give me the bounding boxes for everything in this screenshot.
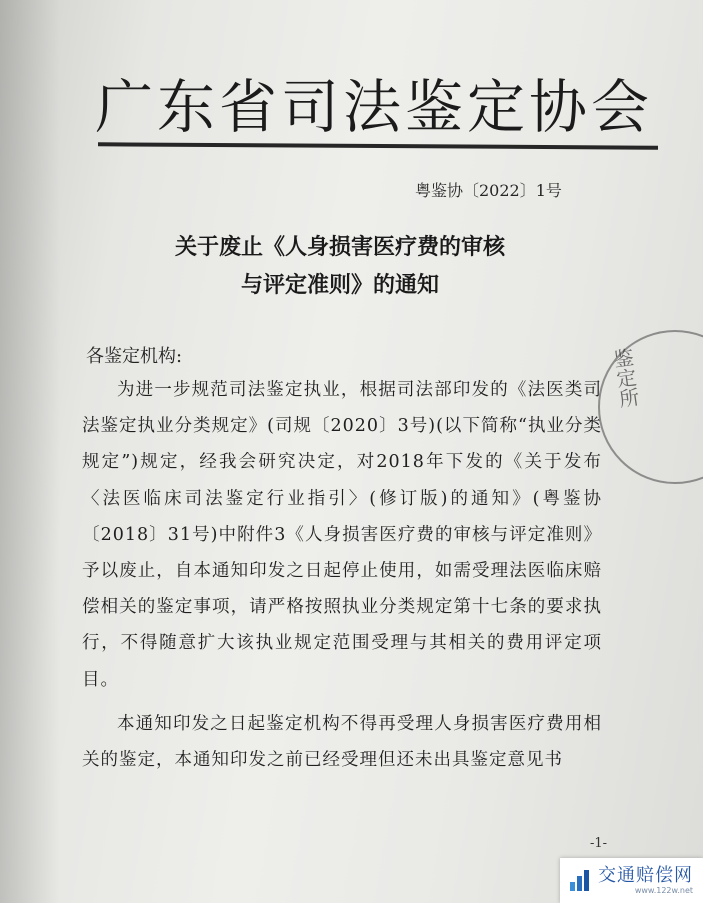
watermark-url: www.122w.net	[634, 886, 693, 895]
site-watermark	[560, 858, 703, 903]
notice-title-line-1: 关于废止《人身损害医疗费的审核	[174, 234, 505, 260]
document-number: 粤鉴协〔2022〕1号	[415, 181, 562, 200]
body-paragraph-2: 本通知印发之日起鉴定机构不得再受理人身损害医疗费用相关的鉴定，本通知印发之前已经受理但还未出具鉴定意见书	[82, 713, 602, 771]
watermark-name: 交通赔偿网	[598, 865, 693, 886]
page-edge-shadow	[0, 0, 60, 903]
body-paragraph-1: 为进一步规范司法鉴定执业，根据司法部印发的《法医类司法鉴定执业分类规定》(司规〔2020〕3号)(以下简称“执业分类规定”)规定，经我会研究决定，对2018年下发的《关于发布〈法医临床司法鉴定行业指引〉(修订版)的通知》(粤鉴协〔2018〕31号)中附件3《人身损害医疗费的审核与评定准则》予以废止，自本通知印发之日起停止使用，如需受理法医临床赔偿相关的鉴定事项，请严格按照执业分类规定第十七条的要求执行，不得随意扩大该执业规定范围受理与其相关的费用评定项目。	[82, 380, 602, 690]
seal-text: 鉴定所	[608, 346, 642, 410]
notice-body	[82, 372, 602, 778]
page-number: -1-	[590, 836, 608, 851]
bar-chart-logo-icon	[568, 869, 592, 893]
notice-title-line-2: 与评定准则》的通知	[240, 272, 439, 298]
notice-title	[120, 228, 560, 304]
recipient-line: 各鉴定机构:	[86, 346, 183, 367]
watermark-text	[598, 866, 693, 895]
organization-title: 广东省司法鉴定协会	[95, 73, 654, 141]
